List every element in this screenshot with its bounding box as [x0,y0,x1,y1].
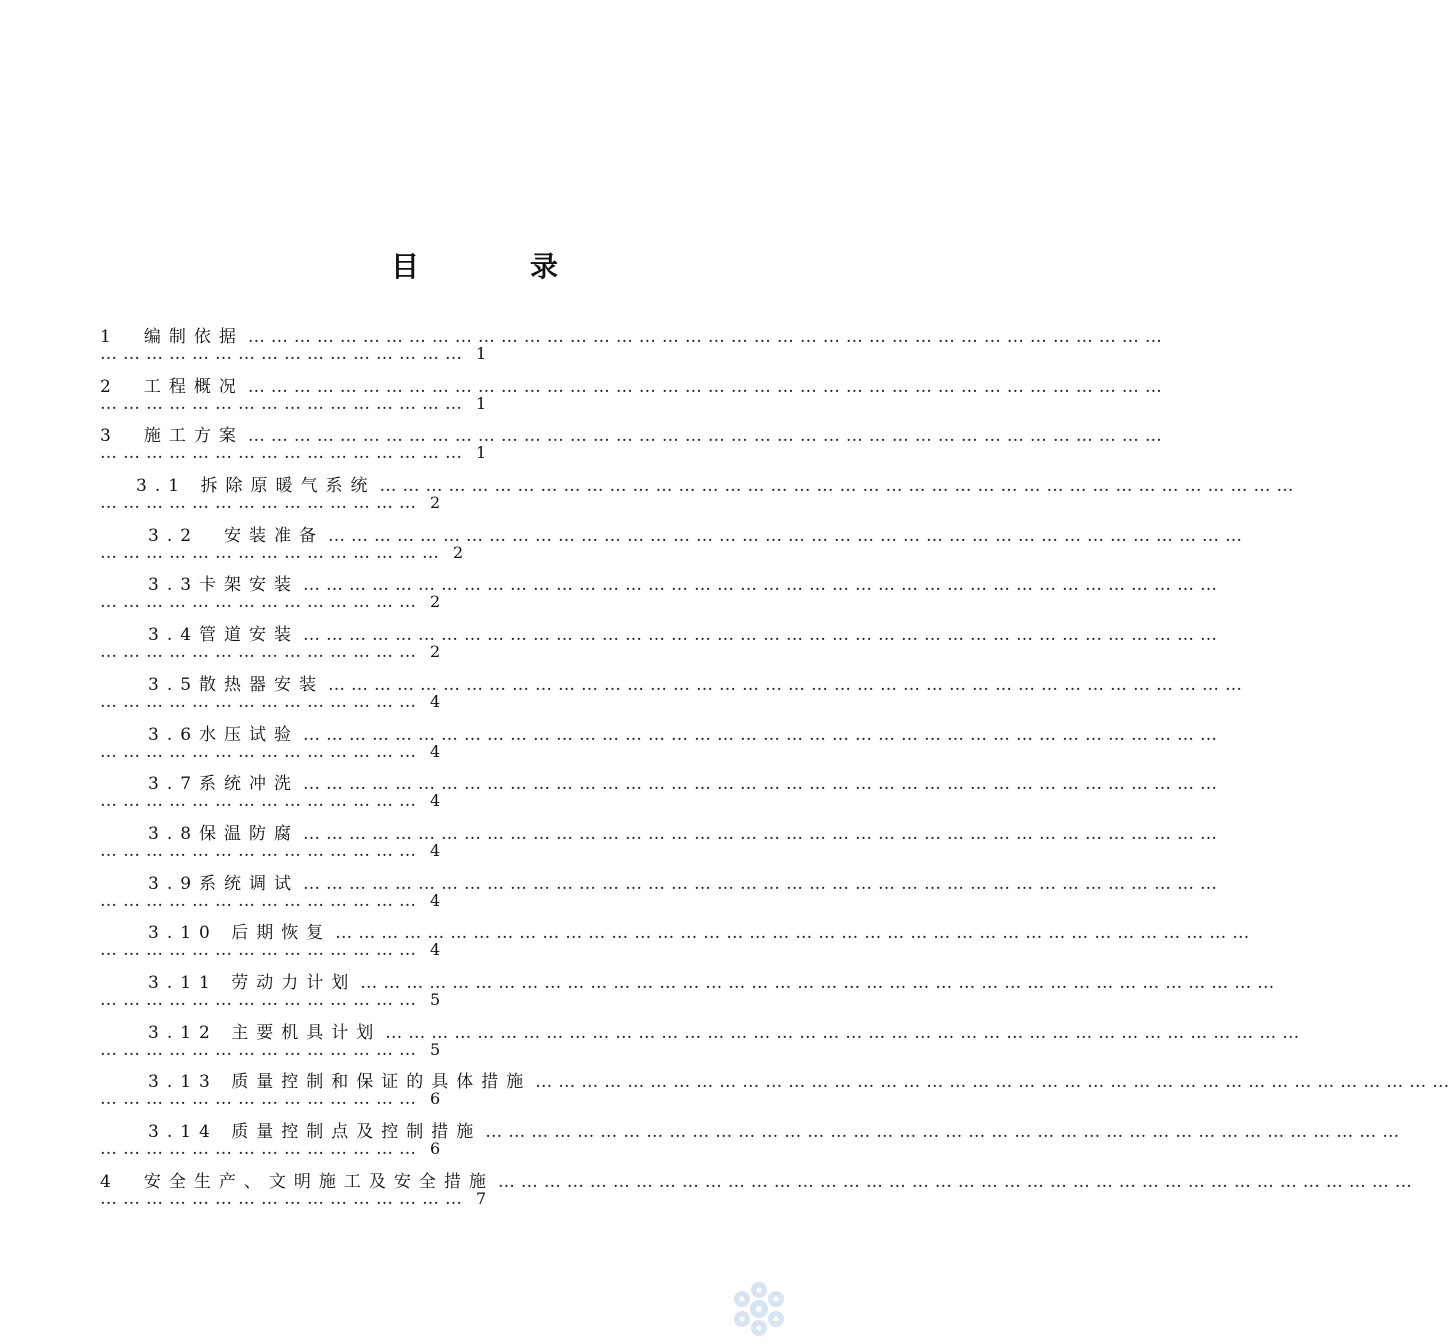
toc-entry-label: 4 安全生产、文明施工及安全措施 [100,1171,494,1192]
toc-entry[interactable] [100,1167,1418,1217]
toc-leader-dots: ………………………………………………………………………………………………………… [535,1072,1455,1093]
toc-page-number: 7 [476,1188,487,1208]
toc-leader-dots: …………………………………… [100,1039,422,1060]
toc-entry-label: 3.8保温防腐 [148,823,300,844]
toc-page-number: 1 [476,344,487,363]
toc-page-number: 4 [430,741,441,761]
toc-entry-label: 3.6水压试验 [148,724,300,745]
toc-leader-dots: …………………………………… [100,940,422,961]
toc-entry-page-line [100,543,463,569]
toc-entry-page-line [100,443,486,469]
toc-page-number: 4 [430,840,441,860]
toc-entry-label: 1 编制依据 [100,327,244,347]
toc-entry[interactable] [100,1117,1406,1167]
toc-entry-page-line [100,592,440,618]
toc-entry[interactable] [100,620,1224,670]
toc-entry-page-line [100,940,440,966]
toc-leader-dots: …………………………………… [100,741,422,762]
toc-entry[interactable] [100,1067,1455,1117]
toc-entry[interactable] [100,471,1300,521]
toc-entry[interactable] [100,322,1168,372]
toc-page-number: 2 [430,642,441,662]
toc-leader-dots: …………………………………… [100,493,422,514]
toc-leader-dots: ………………………………………………………………………………………………………… [379,476,1300,497]
toc-leader-dots: …………………………………… [100,989,422,1010]
toc-page-number: 5 [430,989,441,1009]
toc-leader-dots: ………………………………………………………………………………………………………… [497,1171,1418,1192]
toc-entry-page-line [100,1040,440,1066]
toc-entry-label: 3.7系统冲洗 [148,774,300,795]
toc-entry-page-line [100,692,440,718]
toc-leader-dots: ………………………………………………………………………………………………………… [328,525,1249,546]
toc-leader-dots: ………………………………………… [100,393,468,414]
toc-entry-page-line [100,493,440,519]
toc-entry[interactable] [100,670,1249,720]
toc-leader-dots: ………………………………………………………………………………………………………… [247,426,1168,447]
toc-entry-label: 3.9系统调试 [148,873,300,894]
toc-leader-dots: ………………………………………………………………………………………………………… [485,1122,1406,1142]
toc-page-number: 4 [430,791,441,811]
toc-leader-dots: …………………………………… [100,691,422,712]
snowflake-watermark-icon [728,1278,790,1340]
toc-entry-label: 3.10 后期恢复 [148,923,332,944]
toc-page-number: 4 [430,940,441,960]
toc-leader-dots: ………………………………………………………………………………………………………… [303,823,1224,844]
toc-entry-label: 3.4管道安装 [148,625,300,646]
toc-page-number: 2 [430,592,441,612]
toc-entry[interactable] [100,1018,1306,1068]
toc-entry-label: 3 施工方案 [100,426,244,447]
toc-page-number: 6 [430,1089,441,1109]
toc-leader-dots: …………………………………… [100,791,422,812]
toc-entry-label: 2 工程概况 [100,376,244,397]
toc-leader-dots: ………………………………………………………………………………………………………… [303,625,1224,646]
toc-entry-label: 3.12 主要机具计划 [148,1022,382,1043]
toc-leader-dots: ………………………………………………………………………………………………………… [385,1022,1306,1043]
toc-leader-dots: …………………………………… [100,592,422,613]
toc-leader-dots: …………………………………… [100,1139,422,1159]
toc-entry-page-line [100,841,440,867]
title-char-left: 目 [390,250,420,283]
toc-leader-dots: ………………………………………………………………………………………………………… [303,724,1224,745]
toc-entry-page-line [100,394,486,420]
toc-page-number: 2 [430,493,441,513]
toc-entry-page-line [100,344,486,370]
toc-leader-dots: ………………………………………………………………………………………………………… [303,774,1224,795]
toc-leader-dots: …………………………………… [100,642,422,663]
toc-leader-dots: ………………………………………………………………………………………………………… [360,972,1281,993]
toc-leader-dots: ………………………………………… [100,344,468,364]
toc-leader-dots: ………………………………………………………………………………………………………… [247,327,1168,347]
toc-entry-label: 3.1 拆除原暖气系统 [136,476,376,497]
toc-entry[interactable] [100,372,1168,422]
toc-leader-dots: …………………………………… [100,1089,422,1110]
toc-entry[interactable] [100,769,1224,819]
table-of-contents [100,322,1455,1216]
toc-entry-page-line [100,1089,440,1115]
toc-leader-dots: ………………………………………………………………………………………………………… [247,376,1168,397]
page-title [0,245,950,285]
toc-leader-dots: ………………………………………………………………………………………………………… [335,923,1256,944]
toc-entry-page-line [100,1189,486,1215]
toc-leader-dots: ………………………………………………………………………………………………………… [328,674,1249,695]
toc-entry[interactable] [100,819,1224,869]
toc-entry-page-line [100,1139,440,1165]
toc-entry-label: 3.11 劳动力计划 [148,972,357,993]
toc-entry-label: 3.13 质量控制和保证的具体措施 [148,1072,532,1093]
toc-page-number: 2 [453,542,464,562]
toc-page-number: 1 [476,393,487,413]
toc-leader-dots: …………………………………… [100,890,422,911]
toc-page-number: 6 [430,1139,441,1158]
toc-entry-page-line [100,891,440,917]
toc-entry[interactable] [100,968,1281,1018]
toc-leader-dots: ………………………………………… [100,1188,468,1209]
toc-page-number: 1 [476,443,487,463]
toc-entry[interactable] [100,521,1249,571]
toc-entry[interactable] [100,570,1224,620]
toc-entry[interactable] [100,869,1224,919]
toc-entry[interactable] [100,720,1224,770]
toc-leader-dots: ………………………………………………………………………………………………………… [303,873,1224,894]
toc-leader-dots: ……………………………………… [100,542,445,563]
toc-leader-dots: ………………………………………… [100,443,468,464]
toc-entry-label: 3.14 质量控制点及控制措施 [148,1122,482,1142]
toc-page-number: 4 [430,691,441,711]
toc-entry-page-line [100,791,440,817]
toc-page-number: 4 [430,890,441,910]
toc-page-number: 5 [430,1039,441,1059]
toc-entry-page-line [100,742,440,768]
title-char-right: 录 [530,250,560,283]
toc-entry-page-line [100,642,440,668]
toc-leader-dots: …………………………………… [100,840,422,861]
toc-entry[interactable] [100,421,1168,471]
toc-entry-page-line [100,990,440,1016]
toc-entry[interactable] [100,918,1256,968]
toc-entry-label: 3.2 安装准备 [148,525,325,546]
toc-leader-dots: ………………………………………………………………………………………………………… [303,575,1224,596]
toc-entry-label: 3.3卡架安装 [148,575,300,596]
toc-entry-label: 3.5散热器安装 [148,674,325,695]
